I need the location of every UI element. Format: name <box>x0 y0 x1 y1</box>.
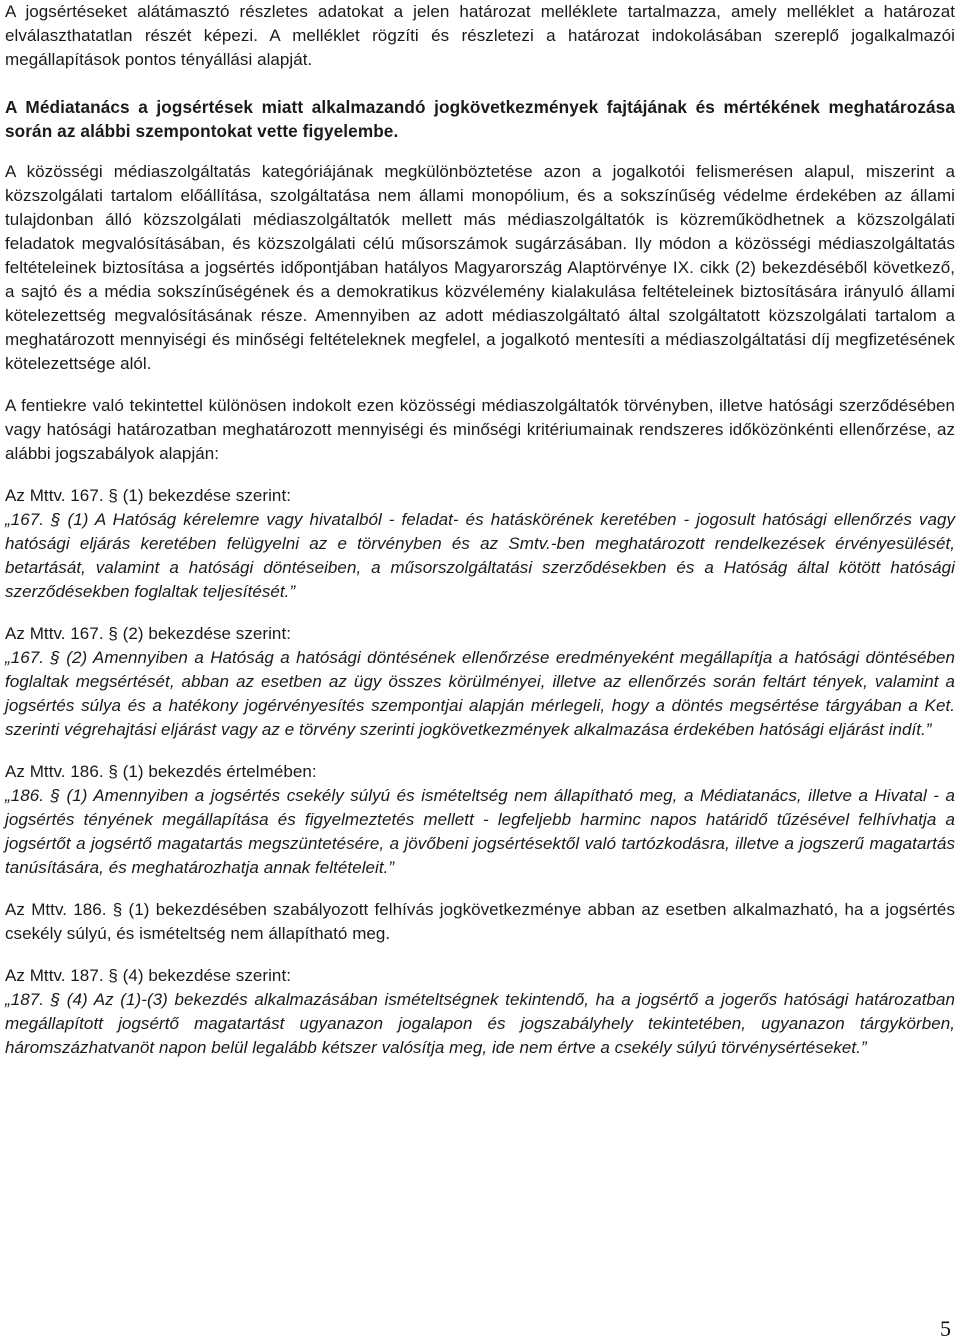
page-number: 5 <box>940 1316 951 1341</box>
body-paragraph-1: A közösségi médiaszolgáltatás kategóriájának megkülönböztetése azon a jogalkotói felismerésen alapul, miszerint a közszolgálati tartalom előállítása, szolgáltatása nem állami monopólium, és a sokszínűség védelme érdekében az állami tulajdonban álló közszolgálati médiaszolgáltatók mellett más médiaszolgáltatók is közreműködhetnek a közszolgálati feladatok megvalósításában, és közszolgálati célú műsorszámok sugárzásában. Ily módon a közösségi médiaszolgáltatás feltételeinek biztosítása a jogsértés időpontjában hatályos Magyarország Alaptörvénye IX. cikk (2) bekezdéséből következő, a sajtó és a média sokszínűségének és a demokratikus közvélemény kialakulása feltételeinek biztosítására irányuló állami kötelezettség megvalósításának része. Amennyiben az adott médiaszolgáltató által szolgáltatott közszolgálati tartalom a meghatározott mennyiségi és minőségi feltételeknek megfelel, a jogalkotó mentesíti a médiaszolgáltatási díj megfizetésének kötelezettsége alól. <box>5 162 955 373</box>
intro-paragraph: A jogsértéseket alátámasztó részletes adatokat a jelen határozat melléklete tartalmazza, amely melléklet a határozat elválaszthatatlan részét képezi. A melléklet rögzíti és részletezi a határozat indokolásában szereplő jogalkalmazói megállapítások pontos tényállási alapját. <box>5 2 955 69</box>
legal-quote-1: „167. § (1) A Hatóság kérelemre vagy hivatalból - feladat- és hatáskörének keretében - jogosult hatósági ellenőrzés vagy hatósági eljárás keretében felügyelni az e törvényben és az Smtv.-ben meghatározott rendelkezések érvényesülését, betartását, valamint a hatósági döntéseiben, a műsorszolgáltatási szerződésekben és a Hatóság által kötött hatósági szerződésekben foglaltak teljesítését.” <box>5 510 955 601</box>
legal-reference-4: Az Mttv. 187. § (4) bekezdése szerint: <box>5 966 291 985</box>
legal-reference-2: Az Mttv. 167. § (2) bekezdése szerint: <box>5 624 291 643</box>
legal-reference-1: Az Mttv. 167. § (1) bekezdése szerint: <box>5 486 291 505</box>
legal-reference-3: Az Mttv. 186. § (1) bekezdés értelmében: <box>5 762 317 781</box>
section-heading: A Médiatanács a jogsértések miatt alkalmazandó jogkövetkezmények fajtájának és mértékének meghatározása során az alábbi szempontokat vette figyelembe. <box>5 97 955 141</box>
legal-quote-4: „187. § (4) Az (1)-(3) bekezdés alkalmazásában ismételtségnek tekintendő, ha a jogsértő a jogerős hatósági határozatban megállapított jogsértő magatartást ugyanazon jogalapon és jogszabályhely tekintetében, ugyanazon tárgykörben, háromszázhatvanöt napon belül legalább kétszer valósítja meg, ide nem értve a csekély súlyú törvénysértéseket.” <box>5 990 955 1057</box>
body-paragraph-3: Az Mttv. 186. § (1) bekezdésében szabályozott felhívás jogkövetkezménye abban az esetben alkalmazható, ha a jogsértés csekély súlyú, és ismételtség nem állapítható meg. <box>5 900 955 943</box>
legal-quote-2: „167. § (2) Amennyiben a Hatóság a hatósági döntésének ellenőrzése eredményeként megállapítja a hatósági döntésében foglaltak megsértését, abban az esetben az ügy összes körülményei, illetve az ellenőrzés során feltárt tények, valamint a jogsértés súlya és a hatékony jogérvényesítés szempontjai alapján mérlegeli, hogy a döntés megsértése tárgyában a Ket. szerinti végrehajtási eljárást vagy az e törvény szerinti jogkövetkezmények alkalmazása érdekében hatósági eljárást indít.” <box>5 648 955 739</box>
document-page <box>5 0 955 1060</box>
legal-quote-3: „186. § (1) Amennyiben a jogsértés csekély súlyú és ismételtség nem állapítható meg, a Médiatanács, illetve a Hivatal - a jogsértés tényének megállapítása és figyelmeztetés mellett - legfeljebb harminc napos határidő tűzésével felhívhatja a jogsértőt a jogsértő magatartás megszüntetésére, a jövőbeni jogsértésektől való tartózkodásra, illetve a jogszerű magatartás tanúsítására, és meghatározhatja annak feltételeit.” <box>5 786 955 877</box>
body-paragraph-2: A fentiekre való tekintettel különösen indokolt ezen közösségi médiaszolgáltatók törvényben, illetve hatósági szerződésében vagy hatósági határozatban meghatározott mennyiségi és minőségi kritériumainak rendszeres időközönkénti ellenőrzése, az alábbi jogszabályok alapján: <box>5 396 955 463</box>
